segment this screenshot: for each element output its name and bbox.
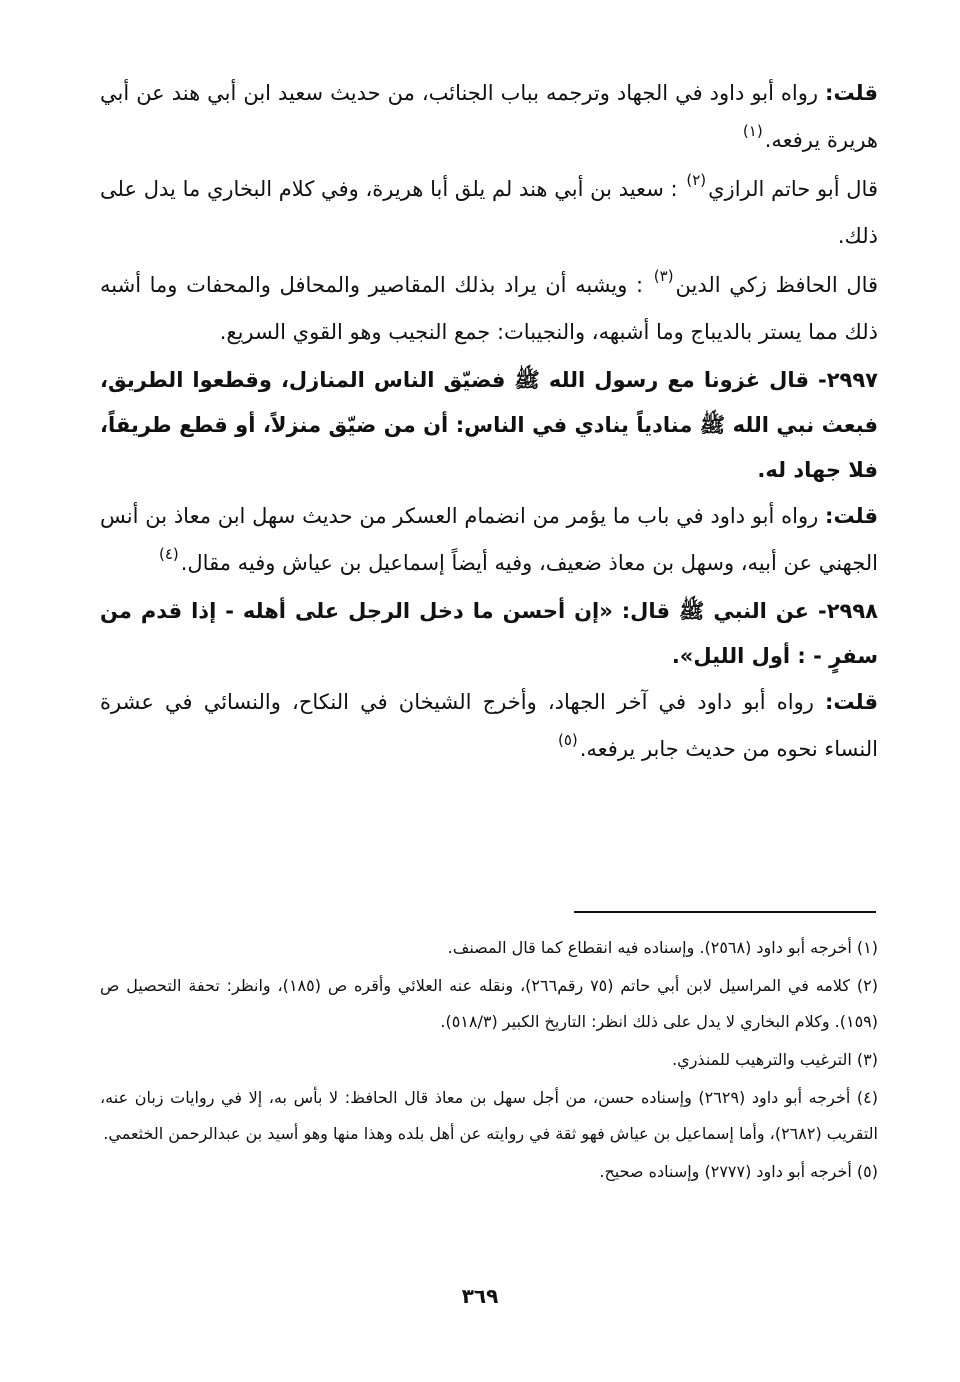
paragraph-text-a: قال الحافظ زكي الدين	[675, 273, 879, 297]
hadith-2998	[100, 589, 878, 679]
footnote-2	[100, 968, 878, 1040]
commentary-paragraph-5	[100, 679, 878, 773]
footnote-mark: (٤)	[856, 1088, 879, 1107]
commentary-paragraph-2	[100, 166, 878, 260]
footnote-ref-5: (٥)	[557, 731, 578, 749]
footnote-text: كلامه في المراسيل لابن أبي حاتم (٧٥ رقم٢٦٦)، ونقله عنه العلائي وأقره ص (١٨٥)، وانظر: تحفة التحصيل ص (١٥٩). وكلام البخاري لا يدل على ذلك انظر: التاريخ الكبير (٥١٨/٣).	[100, 976, 878, 1031]
footnote-text: أخرجه أبو داود (٢٥٦٨). وإسناده فيه انقطاع كما قال المصنف.	[447, 938, 852, 957]
footnote-mark: (٣)	[856, 1050, 878, 1069]
paragraph-text: رواه أبو داود في الجهاد وترجمه بباب الجنائب، من حديث سعيد ابن أبي هند عن أبي هريرة يرفعه.	[100, 81, 878, 152]
qultu-lead: قلت:	[825, 81, 878, 105]
paragraph-text-b: : سعيد بن أبي هند لم يلق أبا هريرة، وفي كلام البخاري ما يدل على ذلك.	[100, 177, 878, 248]
footnote-3	[100, 1042, 878, 1078]
footnote-5	[100, 1154, 878, 1190]
qultu-lead: قلت:	[825, 690, 878, 714]
footnote-text: الترغيب والترهيب للمنذري.	[672, 1050, 852, 1069]
footnote-ref-1: (١)	[742, 122, 763, 140]
commentary-paragraph-1	[100, 70, 878, 164]
hadith-text: عن النبي ﷺ قال: «إن أحسن ما دخل الرجل على أهله - إذا قدم من سفرٍ - : أول الليل».	[100, 599, 878, 668]
footnote-mark: (٥)	[856, 1162, 878, 1181]
commentary-paragraph-4	[100, 493, 878, 587]
footnote-text: أخرجه أبو داود (٢٧٧٧) وإسناده صحيح.	[599, 1162, 852, 1181]
footnotes	[100, 930, 878, 1192]
footnote-separator	[574, 911, 876, 913]
hadith-number: ٢٩٩٨-	[818, 599, 878, 623]
hadith-number: ٢٩٩٧-	[818, 368, 878, 392]
paragraph-text: رواه أبو داود في باب ما يؤمر من انضمام العسكر من حديث سهل ابن معاذ بن أنس الجهني عن أبيه، وسهل بن معاذ ضعيف، وفيه أيضاً إسماعيل بن عياش وفيه مقال.	[100, 504, 878, 575]
footnote-1	[100, 930, 878, 966]
hadith-text: قال غزونا مع رسول الله ﷺ فضيّق الناس المنازل، وقطعوا الطريق، فبعث نبي الله ﷺ منادياً ينادي في الناس: أن من ضيّق منزلاً، أو قطع طريقاً، فلا جهاد له.	[100, 368, 878, 482]
commentary-paragraph-3	[100, 262, 878, 356]
footnote-mark: (٢)	[856, 976, 879, 995]
paragraph-text-b: : ويشبه أن يراد بذلك المقاصير والمحافل والمحفات وما أشبه ذلك مما يستر بالديباج وما أشبهه، والنجيبات: جمع النجيب وهو القوي السريع.	[100, 273, 878, 344]
qultu-lead: قلت:	[825, 504, 878, 528]
main-text	[100, 70, 878, 775]
page-number: ٣٦٩	[461, 1284, 499, 1308]
paragraph-text: رواه أبو داود في آخر الجهاد، وأخرج الشيخان في النكاح، والنسائي في عشرة النساء نحوه من حديث جابر يرفعه.	[100, 690, 878, 761]
footnote-ref-3: (٣)	[653, 267, 674, 285]
paragraph-text-a: قال أبو حاتم الرازي	[708, 177, 878, 201]
footnote-ref-2: (٢)	[686, 171, 707, 189]
footnote-text: أخرجه أبو داود (٢٦٢٩) وإسناده حسن، من أجل سهل بن معاذ قال الحافظ: لا بأس به، إلا في روايات زبان عنه، التقريب (٢٦٨٢)، وأما إسماعيل بن عياش فهو ثقة في روايته عن أهل بلده وهذا منها وهو أسيد بن عبدالرحمن الخثعمي.	[100, 1088, 878, 1143]
footnote-ref-4: (٤)	[158, 545, 179, 563]
footnote-4	[100, 1080, 878, 1152]
footnote-mark: (١)	[856, 938, 878, 957]
hadith-2997	[100, 358, 878, 493]
